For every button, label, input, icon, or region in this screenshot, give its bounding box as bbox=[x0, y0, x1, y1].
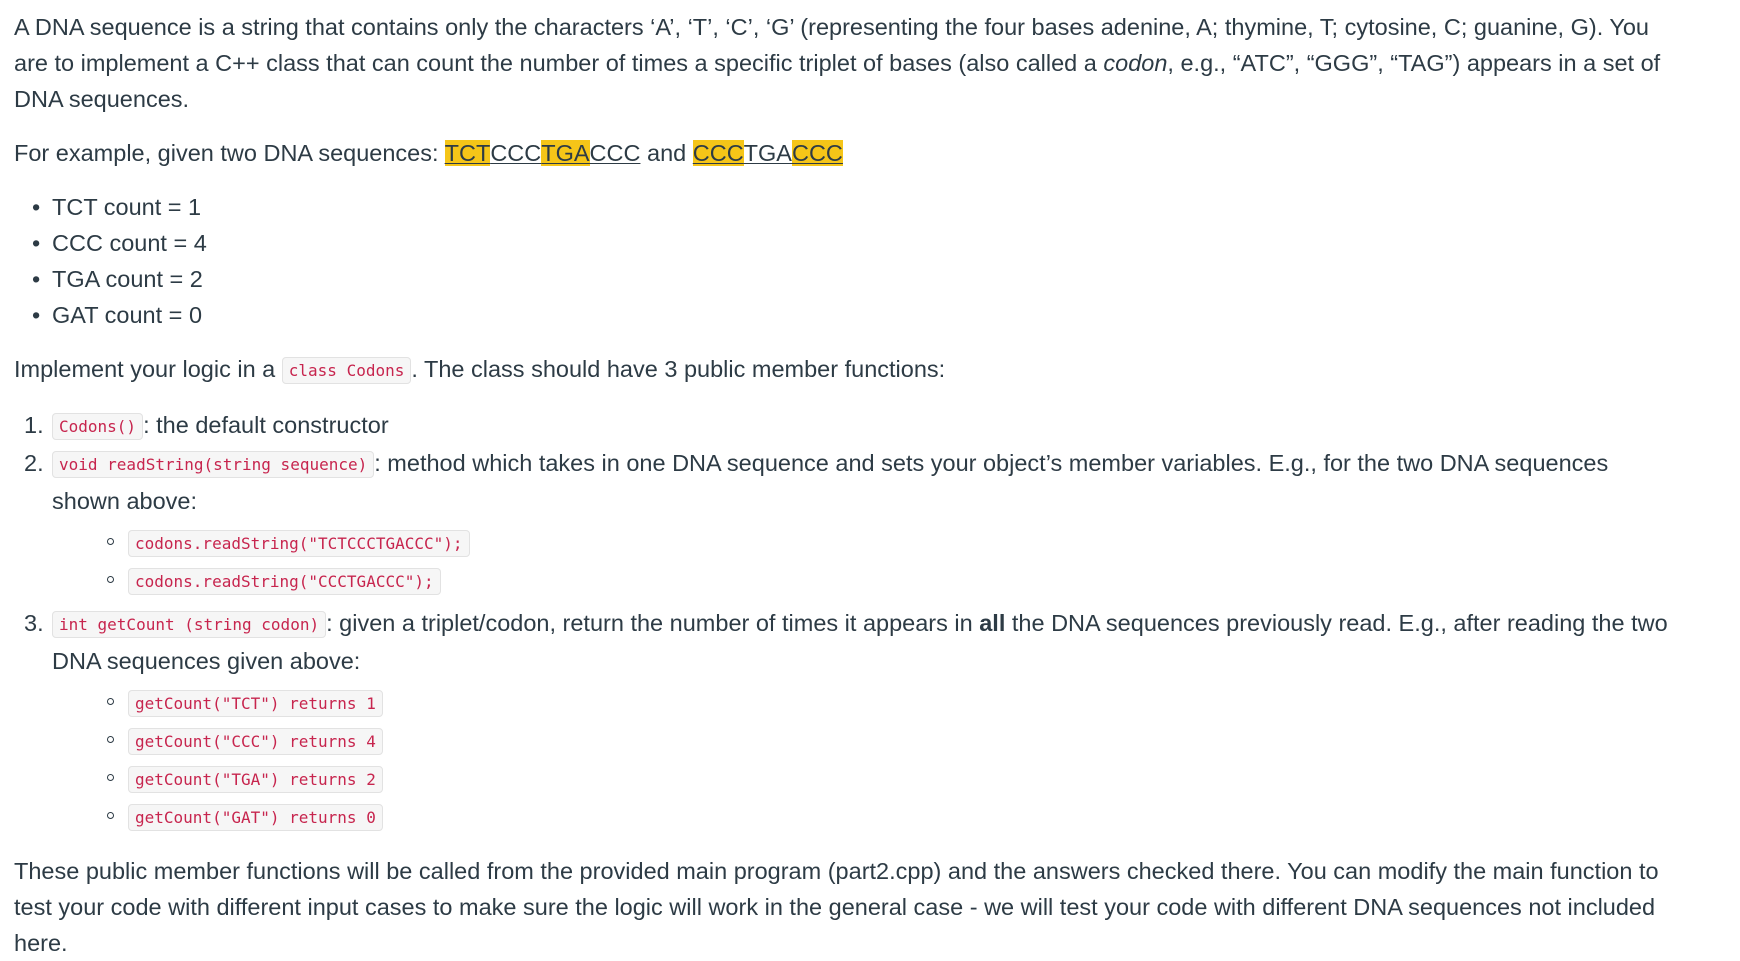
impl-lead: Implement your logic in a bbox=[14, 356, 282, 382]
count-text: TCT count = 1 bbox=[52, 194, 202, 220]
codon-plain: TGA bbox=[743, 140, 792, 166]
function-list bbox=[14, 407, 1674, 836]
example-code: getCount("CCC") returns 4 bbox=[128, 728, 383, 755]
bullet-icon: • bbox=[32, 266, 41, 292]
example-code: getCount("TCT") returns 1 bbox=[128, 690, 383, 717]
codon-highlight: CCC bbox=[692, 140, 744, 166]
example-code: codons.readString("TCTCCCTGACCC"); bbox=[128, 530, 470, 557]
list-number: 1. bbox=[24, 412, 44, 438]
function-signature-code: Codons() bbox=[52, 413, 143, 440]
list-item bbox=[52, 760, 1674, 798]
bullet-icon: • bbox=[32, 194, 41, 220]
implementation-paragraph bbox=[14, 351, 1726, 389]
list-item bbox=[14, 261, 1726, 297]
dna-sequence-1 bbox=[445, 140, 641, 166]
function-description: : method which takes in one DNA sequence and sets your object’s member variables. E.g., for the two DNA sequences shown above: bbox=[52, 450, 1609, 514]
count-text: GAT count = 0 bbox=[52, 302, 203, 328]
list-item bbox=[52, 684, 1674, 722]
emphasis-all: all bbox=[979, 610, 1006, 636]
function-item-getcount bbox=[14, 605, 1674, 836]
list-item bbox=[52, 722, 1674, 760]
conjunction: and bbox=[640, 140, 693, 166]
codon-highlight: TCT bbox=[444, 140, 491, 166]
list-number: 3. bbox=[24, 610, 44, 636]
circle-bullet-icon bbox=[107, 812, 114, 819]
codon-plain: CCC bbox=[490, 140, 542, 166]
count-list bbox=[14, 189, 1726, 333]
circle-bullet-icon bbox=[107, 538, 114, 545]
example-paragraph bbox=[14, 135, 1726, 171]
list-item bbox=[52, 798, 1674, 836]
codon-highlight: TGA bbox=[541, 140, 590, 166]
list-item bbox=[14, 297, 1726, 333]
function-description: : given a triplet/codon, return the number of times it appears in bbox=[326, 610, 980, 636]
intro-text-end: , e.g., “ATC”, “GGG”, “TAG”) appears in a set of DNA sequences. bbox=[14, 50, 1661, 112]
dna-sequence-2 bbox=[693, 140, 843, 166]
codon-term: codon bbox=[1103, 50, 1168, 76]
function-description-end: the DNA sequences previously read. E.g., after reading the two DNA sequences given above: bbox=[52, 610, 1668, 674]
circle-bullet-icon bbox=[107, 698, 114, 705]
bullet-icon: • bbox=[32, 230, 41, 256]
example-code: getCount("GAT") returns 0 bbox=[128, 804, 383, 831]
codon-plain: CCC bbox=[589, 140, 641, 166]
count-text: CCC count = 4 bbox=[52, 230, 207, 256]
function-item-readstring bbox=[14, 445, 1674, 600]
example-code: codons.readString("CCCTGACCC"); bbox=[128, 568, 441, 595]
function-item-constructor bbox=[14, 407, 1674, 445]
bullet-icon: • bbox=[32, 302, 41, 328]
getcount-examples bbox=[52, 684, 1674, 836]
codon-highlight: CCC bbox=[791, 140, 843, 166]
list-number: 2. bbox=[24, 450, 44, 476]
circle-bullet-icon bbox=[107, 774, 114, 781]
impl-tail: . The class should have 3 public member functions: bbox=[411, 356, 946, 382]
function-signature-code: void readString(string sequence) bbox=[52, 451, 374, 478]
closing-paragraph: These public member functions will be called from the provided main program (part2.cpp) and the answers checked there. You can modify the main function to test your code with different input cases to make sure the logic will work in the general case - we will test your code with different DNA sequences not included here. bbox=[14, 858, 1659, 956]
readstring-examples bbox=[52, 524, 1674, 600]
list-item bbox=[14, 225, 1726, 261]
function-signature-code: int getCount (string codon) bbox=[52, 611, 326, 638]
example-lead: For example, given two DNA sequences: bbox=[14, 140, 445, 166]
intro-text: A DNA sequence is a string that contains only the characters ‘A’, ‘T’, ‘C’, ‘G’ (representing the four bases adenine, A; thymine, T; cytosine, C; guanine, G). You are to implement a C++ class that can count the number of times a specific triplet of bases (also called a bbox=[14, 14, 1649, 76]
list-item bbox=[14, 189, 1726, 225]
list-item bbox=[52, 524, 1674, 562]
circle-bullet-icon bbox=[107, 576, 114, 583]
class-name-code: class Codons bbox=[282, 357, 412, 384]
count-text: TGA count = 2 bbox=[52, 266, 203, 292]
example-code: getCount("TGA") returns 2 bbox=[128, 766, 383, 793]
list-item bbox=[52, 562, 1674, 600]
circle-bullet-icon bbox=[107, 736, 114, 743]
function-description: : the default constructor bbox=[143, 412, 389, 438]
intro-paragraph bbox=[14, 9, 1674, 117]
